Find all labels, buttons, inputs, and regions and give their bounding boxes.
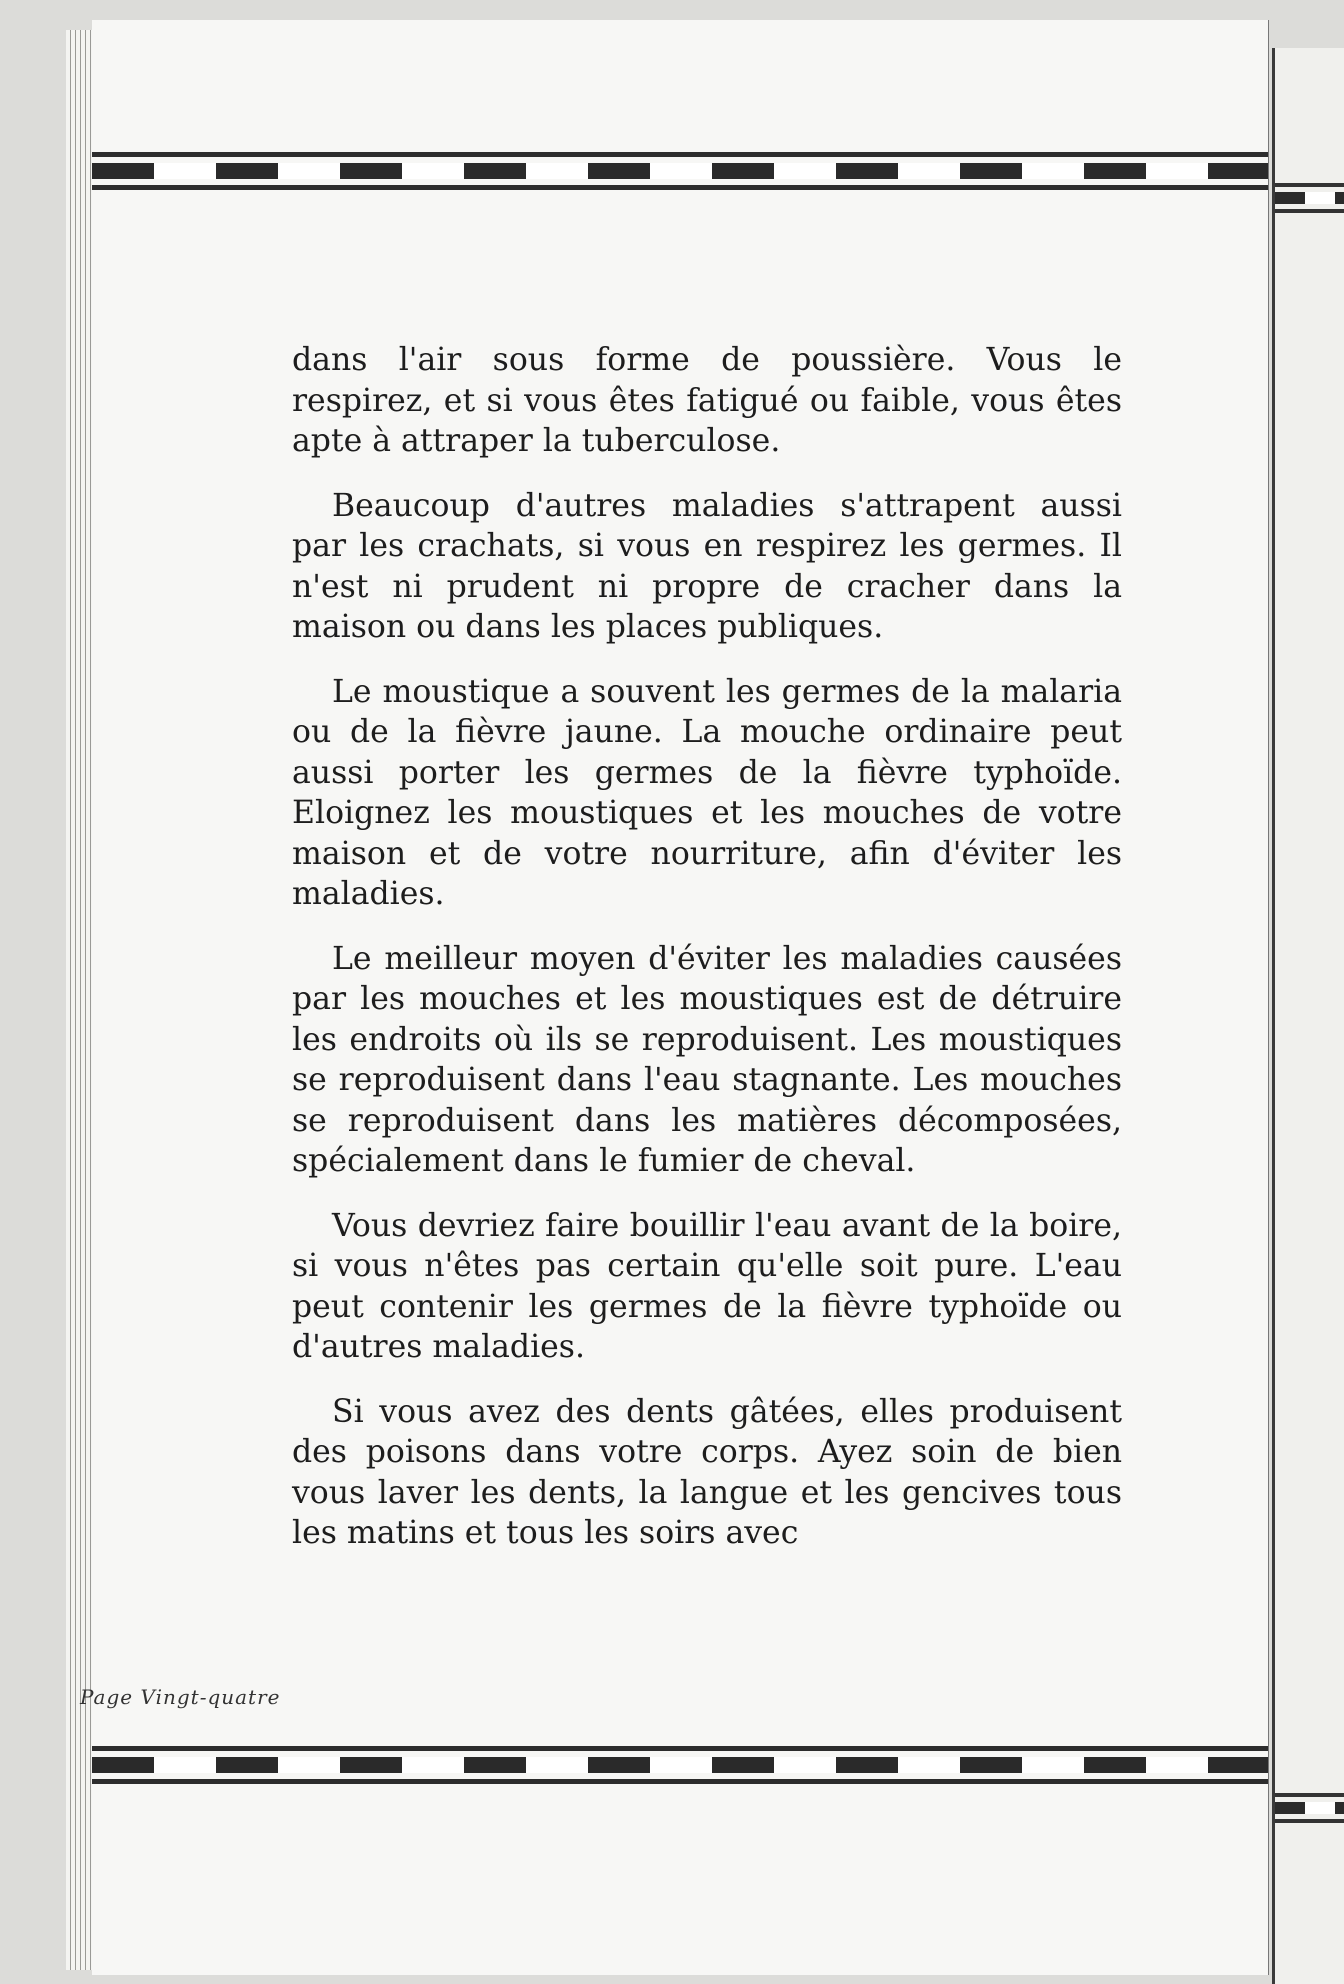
paragraph: Le meilleur moyen d'éviter les maladies causées par les mouches et les moustiques est de détruire les endroits où ils se reproduisent. Les moustiques se reproduisent dans l'eau stagnante. Les mouches se reproduisent dans les matières décomposées, spécialement dans le fumier de cheval.: [292, 940, 1122, 1179]
paragraph: Si vous avez des dents gâtées, elles produisent des poisons dans votre corps. Ayez soin de bien vous laver les dents, la langue et les gencives tous les matins et tous les soirs avec: [292, 1393, 1122, 1551]
decorative-border-top: [92, 152, 1268, 190]
paragraph: dans l'air sous forme de poussière. Vous le respirez, et si vous êtes fatigué ou faible, vous êtes apte à attraper la tuberculose.: [292, 342, 1122, 459]
paragraph: Beaucoup d'autres maladies s'attrapent aussi par les crachats, si vous en respirez les germes. Il n'est ni prudent ni propre de cracher dans la maison ou dans les places publiques.: [292, 487, 1122, 645]
body-text: [292, 340, 1122, 1578]
book-page: [92, 20, 1268, 1975]
page-number: Page Vingt-quatre: [80, 1685, 281, 1709]
decorative-border-bottom: [92, 1746, 1268, 1784]
paragraph: Vous devriez faire bouillir l'eau avant de la boire, si vous n'êtes pas certain qu'elle soit pure. L'eau peut contenir les germes de la fièvre typhoïde ou d'autres maladies.: [292, 1207, 1122, 1365]
paragraph: Le moustique a souvent les germes de la malaria ou de la fièvre jaune. La mouche ordinaire peut aussi porter les germes de la fièvre typhoïde. Eloignez les moustiques et les mouches de votre maison et de votre nourriture, afin d'éviter les maladies.: [292, 673, 1122, 912]
adjacent-page-edge: [1272, 48, 1344, 1984]
adjacent-border-top: [1275, 183, 1344, 213]
adjacent-border-bottom: [1275, 1793, 1344, 1823]
